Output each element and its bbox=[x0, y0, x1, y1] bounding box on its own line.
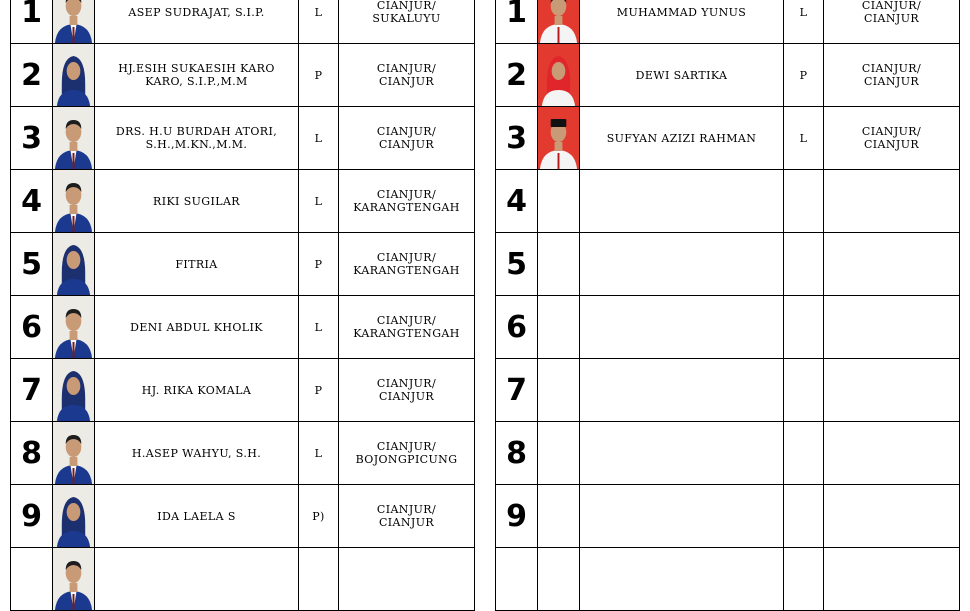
domicile-district: BOJONGPICUNG bbox=[355, 453, 458, 466]
candidate-row bbox=[496, 0, 960, 44]
candidate-photo bbox=[53, 233, 95, 296]
candidate-number: 2 bbox=[11, 44, 53, 107]
candidate-photo bbox=[538, 0, 580, 44]
candidate-number: 5 bbox=[496, 233, 538, 296]
candidate-gender: L bbox=[299, 296, 339, 359]
candidate-gender: P bbox=[299, 233, 339, 296]
empty-photo-cell bbox=[538, 422, 580, 485]
candidate-row bbox=[11, 422, 475, 485]
candidate-name: DEWI SARTIKA bbox=[580, 44, 784, 107]
candidate-gender: P) bbox=[299, 485, 339, 548]
candidate-domicile bbox=[824, 0, 960, 44]
candidate-photo bbox=[53, 107, 95, 170]
candidate-name bbox=[580, 170, 784, 233]
domicile-district: CIANJUR bbox=[378, 390, 435, 403]
candidate-name: RIKI SUGILAR bbox=[95, 170, 299, 233]
candidate-name bbox=[580, 485, 784, 548]
candidate-number: 4 bbox=[496, 170, 538, 233]
candidate-list-left-body bbox=[11, 0, 475, 611]
candidate-domicile bbox=[339, 44, 475, 107]
candidate-gender: L bbox=[299, 107, 339, 170]
candidate-gender: L bbox=[784, 0, 824, 44]
candidate-photo bbox=[53, 44, 95, 107]
candidate-number: 3 bbox=[496, 107, 538, 170]
candidate-gender: P bbox=[784, 44, 824, 107]
candidate-row bbox=[11, 548, 475, 611]
domicile-regency: CIANJUR/ bbox=[376, 188, 437, 201]
candidate-number: 9 bbox=[11, 485, 53, 548]
candidate-name bbox=[95, 548, 299, 611]
candidate-number: 7 bbox=[11, 359, 53, 422]
domicile-regency: CIANJUR/ bbox=[861, 0, 922, 12]
domicile-regency: CIANJUR/ bbox=[861, 125, 922, 138]
candidate-gender: L bbox=[299, 170, 339, 233]
candidate-domicile bbox=[339, 548, 475, 611]
candidate-gender: P bbox=[299, 44, 339, 107]
domicile-district: CIANJUR bbox=[378, 75, 435, 88]
candidate-list-right bbox=[495, 0, 960, 611]
domicile-district: SUKALUYU bbox=[372, 12, 441, 25]
candidate-domicile bbox=[339, 170, 475, 233]
candidate-gender bbox=[784, 359, 824, 422]
candidate-name bbox=[580, 422, 784, 485]
domicile-district: KARANGTENGAH bbox=[353, 201, 460, 214]
candidate-row bbox=[496, 485, 960, 548]
domicile-district: CIANJUR bbox=[378, 516, 435, 529]
candidate-name: HJ.ESIH SUKAESIH KARO KARO, S.I.P.,M.M bbox=[95, 44, 299, 107]
candidate-number: 1 bbox=[496, 0, 538, 44]
candidate-photo bbox=[538, 44, 580, 107]
candidate-domicile bbox=[824, 296, 960, 359]
candidate-domicile bbox=[824, 359, 960, 422]
candidate-row bbox=[11, 233, 475, 296]
domicile-district: KARANGTENGAH bbox=[353, 327, 460, 340]
candidate-row bbox=[496, 548, 960, 611]
candidate-number: 1 bbox=[11, 0, 53, 44]
candidate-domicile bbox=[824, 548, 960, 611]
candidate-number: 7 bbox=[496, 359, 538, 422]
candidate-photo bbox=[53, 0, 95, 44]
candidate-row bbox=[11, 485, 475, 548]
candidate-domicile bbox=[339, 296, 475, 359]
candidate-domicile bbox=[824, 422, 960, 485]
candidate-number: 6 bbox=[11, 296, 53, 359]
domicile-district: CIANJUR bbox=[863, 75, 920, 88]
candidate-number: 5 bbox=[11, 233, 53, 296]
candidate-domicile bbox=[339, 485, 475, 548]
empty-photo-cell bbox=[538, 296, 580, 359]
candidate-photo bbox=[53, 485, 95, 548]
candidate-name bbox=[580, 548, 784, 611]
candidate-number: 2 bbox=[496, 44, 538, 107]
candidate-domicile bbox=[824, 107, 960, 170]
candidate-name bbox=[580, 296, 784, 359]
candidate-number bbox=[496, 548, 538, 611]
candidate-row bbox=[11, 44, 475, 107]
domicile-regency: CIANJUR/ bbox=[376, 503, 437, 516]
candidate-photo bbox=[538, 107, 580, 170]
candidate-domicile bbox=[824, 233, 960, 296]
domicile-district: CIANJUR bbox=[378, 138, 435, 151]
candidate-photo bbox=[53, 548, 95, 611]
candidate-row bbox=[496, 422, 960, 485]
candidate-number: 4 bbox=[11, 170, 53, 233]
candidate-domicile bbox=[339, 233, 475, 296]
candidate-number: 8 bbox=[496, 422, 538, 485]
candidate-number: 9 bbox=[496, 485, 538, 548]
candidate-row bbox=[496, 44, 960, 107]
domicile-regency: CIANJUR/ bbox=[376, 251, 437, 264]
candidate-gender bbox=[784, 170, 824, 233]
candidate-gender bbox=[784, 548, 824, 611]
candidate-row bbox=[11, 359, 475, 422]
candidate-row bbox=[496, 359, 960, 422]
domicile-district: CIANJUR bbox=[863, 138, 920, 151]
candidate-row bbox=[496, 233, 960, 296]
candidate-row bbox=[496, 107, 960, 170]
candidate-gender bbox=[299, 548, 339, 611]
candidate-name: MUHAMMAD YUNUS bbox=[580, 0, 784, 44]
candidate-number: 6 bbox=[496, 296, 538, 359]
candidate-photo bbox=[53, 296, 95, 359]
candidate-number bbox=[11, 548, 53, 611]
candidate-row bbox=[11, 0, 475, 44]
candidate-gender bbox=[784, 296, 824, 359]
candidate-row bbox=[11, 296, 475, 359]
candidate-row bbox=[11, 170, 475, 233]
candidate-name: SUFYAN AZIZI RAHMAN bbox=[580, 107, 784, 170]
domicile-regency: CIANJUR/ bbox=[376, 377, 437, 390]
candidate-photo bbox=[53, 422, 95, 485]
empty-photo-cell bbox=[538, 485, 580, 548]
candidate-domicile bbox=[824, 44, 960, 107]
empty-photo-cell bbox=[538, 170, 580, 233]
candidate-row bbox=[496, 296, 960, 359]
candidate-gender: P bbox=[299, 359, 339, 422]
domicile-district: KARANGTENGAH bbox=[353, 264, 460, 277]
candidate-domicile bbox=[824, 170, 960, 233]
candidate-gender bbox=[784, 233, 824, 296]
candidate-gender bbox=[784, 485, 824, 548]
candidate-list-right-body bbox=[496, 0, 960, 611]
empty-photo-cell bbox=[538, 359, 580, 422]
candidate-name: DRS. H.U BURDAH ATORI, S.H.,M.KN.,M.M. bbox=[95, 107, 299, 170]
candidate-domicile bbox=[339, 107, 475, 170]
empty-photo-cell bbox=[538, 233, 580, 296]
candidate-name: FITRIA bbox=[95, 233, 299, 296]
candidate-name: DENI ABDUL KHOLIK bbox=[95, 296, 299, 359]
candidate-row bbox=[496, 170, 960, 233]
candidate-name: ASEP SUDRAJAT, S.I.P. bbox=[95, 0, 299, 44]
candidate-gender: L bbox=[299, 422, 339, 485]
candidate-name bbox=[580, 233, 784, 296]
domicile-regency: CIANJUR/ bbox=[861, 62, 922, 75]
domicile-regency: CIANJUR/ bbox=[376, 0, 437, 12]
domicile-regency: CIANJUR/ bbox=[376, 440, 437, 453]
candidate-name: HJ. RIKA KOMALA bbox=[95, 359, 299, 422]
candidate-gender: L bbox=[299, 0, 339, 44]
candidate-name: H.ASEP WAHYU, S.H. bbox=[95, 422, 299, 485]
candidate-name: IDA LAELA S bbox=[95, 485, 299, 548]
domicile-regency: CIANJUR/ bbox=[376, 125, 437, 138]
candidate-list-left bbox=[10, 0, 475, 611]
domicile-district: CIANJUR bbox=[863, 12, 920, 25]
domicile-regency: CIANJUR/ bbox=[376, 62, 437, 75]
candidate-photo bbox=[53, 170, 95, 233]
empty-photo-cell bbox=[538, 548, 580, 611]
candidate-name bbox=[580, 359, 784, 422]
candidate-gender: L bbox=[784, 107, 824, 170]
candidate-domicile bbox=[824, 485, 960, 548]
candidate-number: 3 bbox=[11, 107, 53, 170]
candidate-photo bbox=[53, 359, 95, 422]
domicile-regency: CIANJUR/ bbox=[376, 314, 437, 327]
candidate-domicile bbox=[339, 0, 475, 44]
candidate-row bbox=[11, 107, 475, 170]
candidate-number: 8 bbox=[11, 422, 53, 485]
candidate-domicile bbox=[339, 359, 475, 422]
candidate-gender bbox=[784, 422, 824, 485]
candidate-domicile bbox=[339, 422, 475, 485]
